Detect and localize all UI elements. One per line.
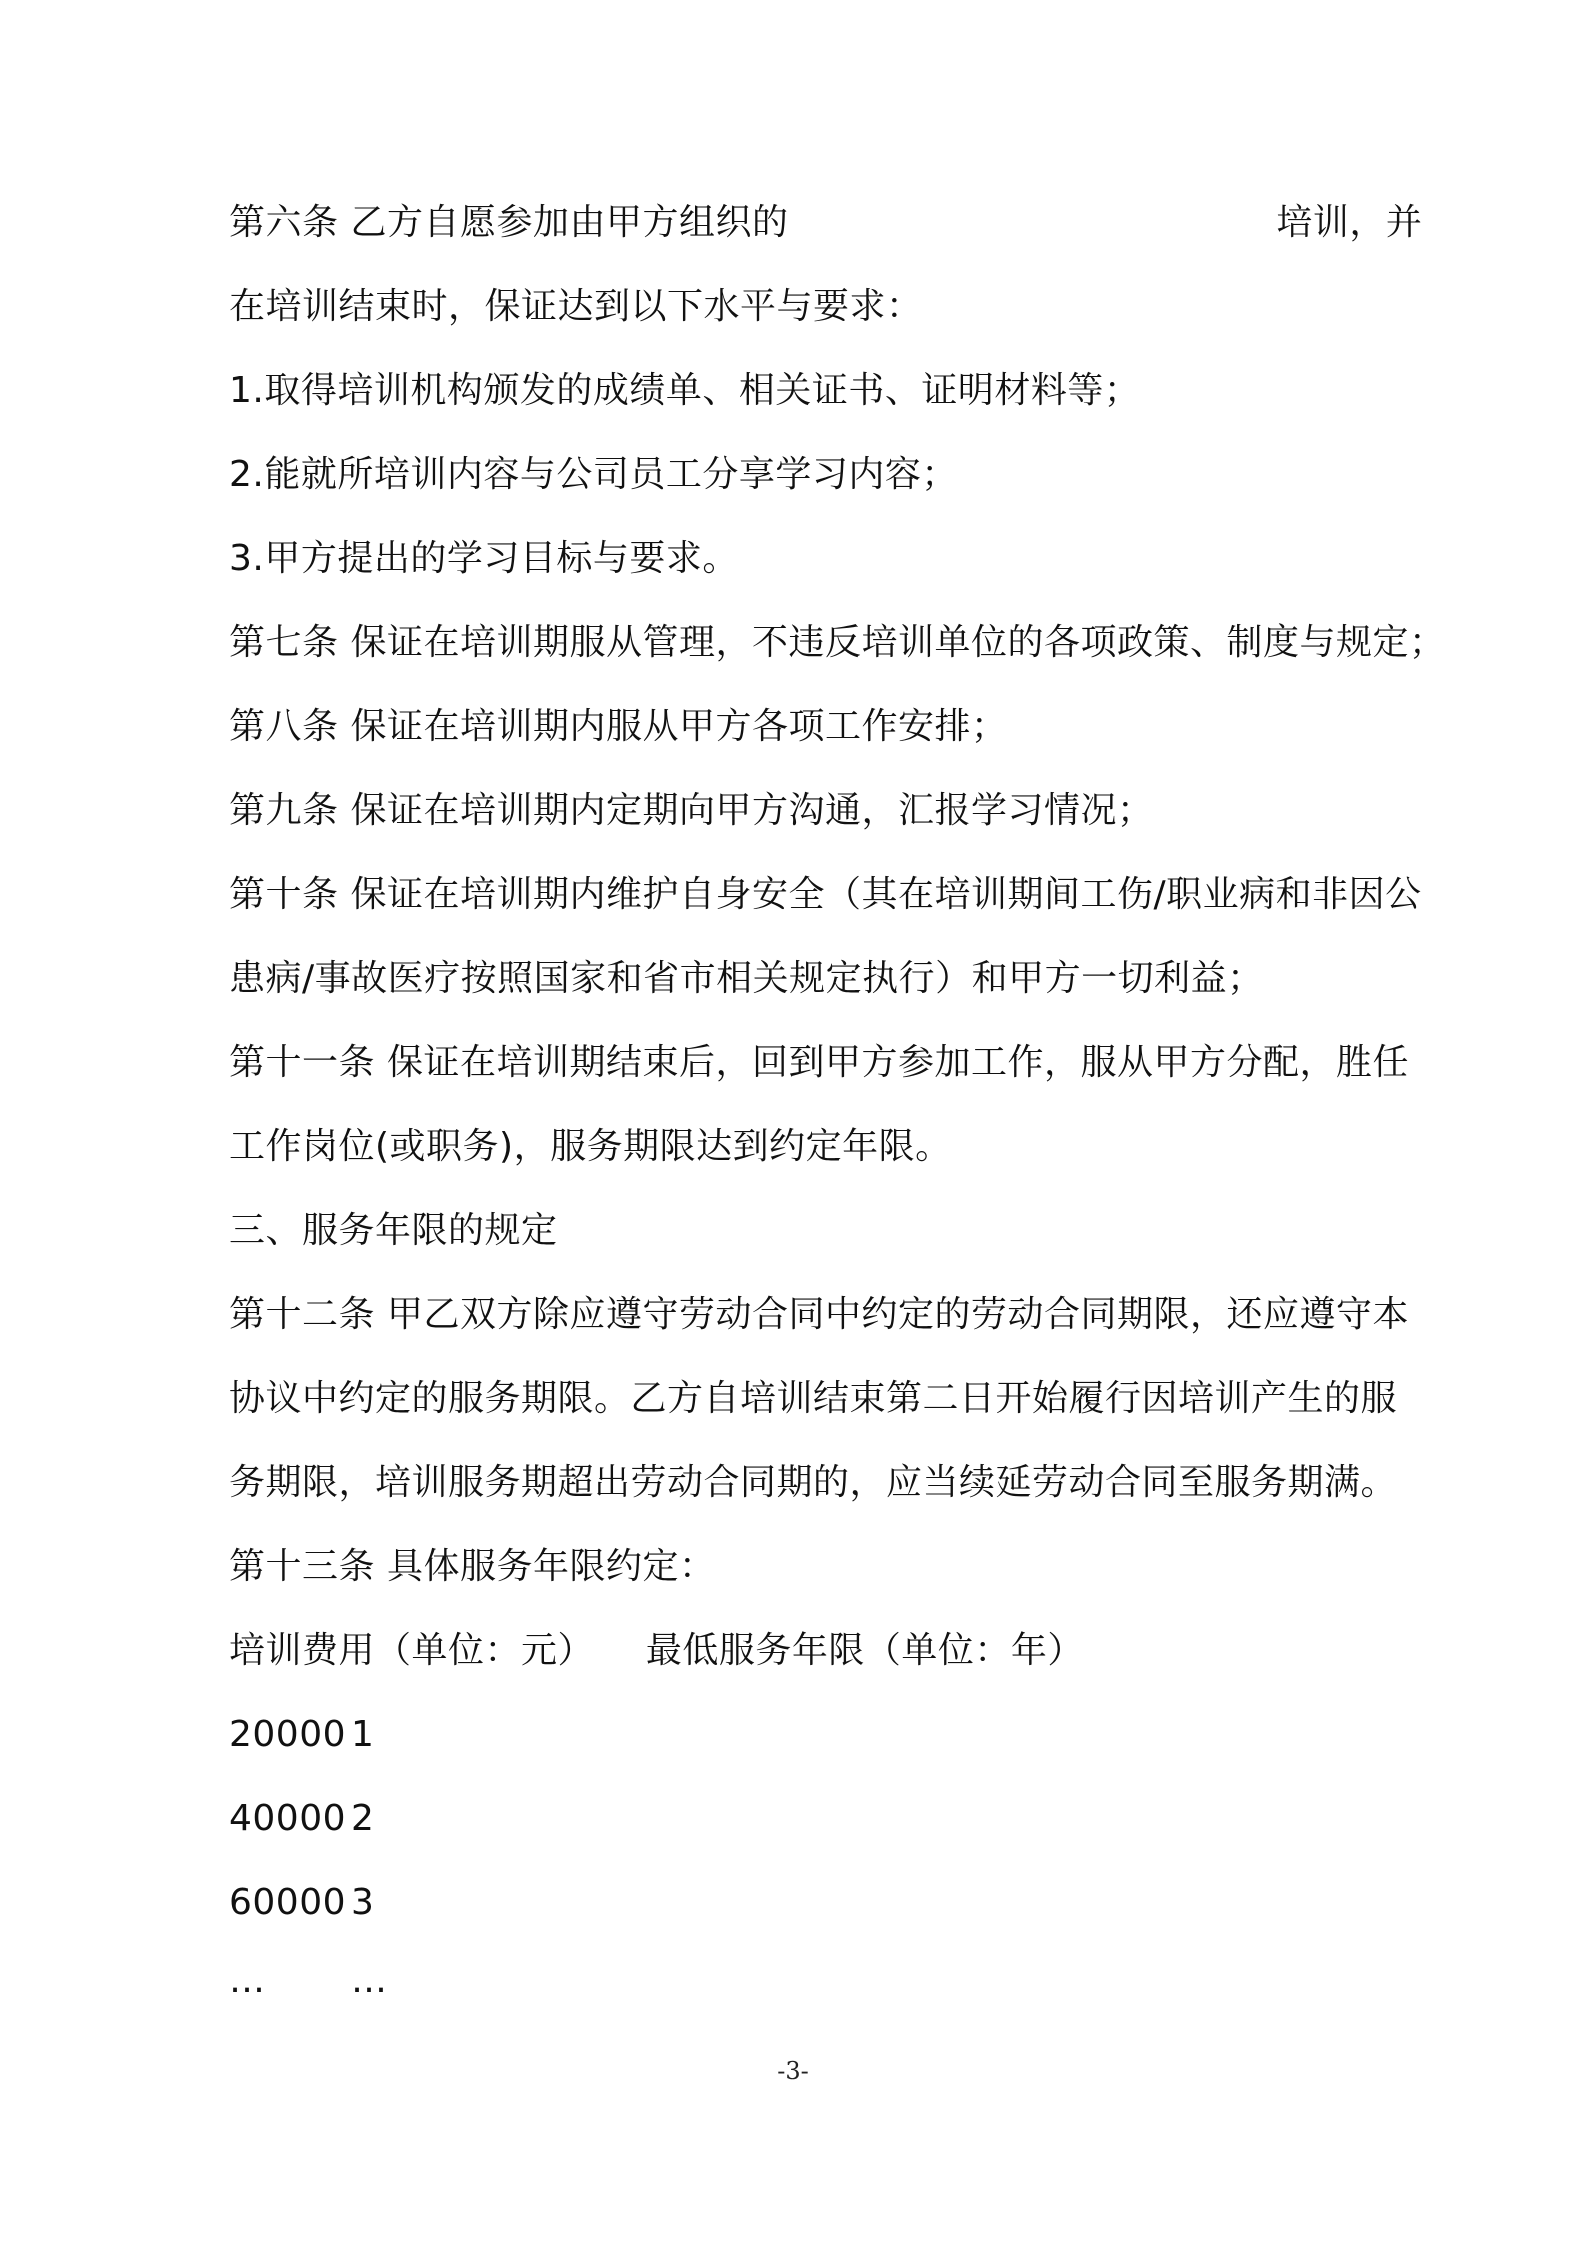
article-12-line-3: 务期限，培训服务期超出劳动合同期的，应当续延劳动合同至服务期满。	[229, 1462, 1398, 1503]
article-12-line-1: 第十二条 甲乙双方除应遵守劳动合同中约定的劳动合同期限，还应遵守本	[229, 1294, 1409, 1335]
table-header-fee: 培训费用（单位：元）	[229, 1630, 595, 1671]
table-row	[229, 1957, 388, 2005]
list-item: 1.取得培训机构颁发的成绩单、相关证书、证明材料等；	[229, 370, 1141, 411]
table-row	[229, 1879, 374, 1927]
article-7: 第七条 保证在培训期服从管理，不违反培训单位的各项政策、制度与规定；	[229, 622, 1446, 663]
article-13: 第十三条 具体服务年限约定：	[229, 1546, 716, 1587]
table-cell-years: 3	[351, 1882, 375, 1923]
table-cell-fee: 40000	[229, 1798, 347, 1839]
table-cell-years: 1	[351, 1714, 375, 1755]
table-cell-fee: 60000	[229, 1882, 347, 1923]
section-title: 三、服务年限的规定	[229, 1210, 558, 1251]
article-8: 第八条 保证在培训期内服从甲方各项工作安排；	[229, 706, 1008, 747]
article-11-line-1: 第十一条 保证在培训期结束后，回到甲方参加工作，服从甲方分配，胜任	[229, 1042, 1409, 1083]
page-number: -3-	[777, 2057, 809, 2085]
table-cell-years: …	[351, 1960, 388, 2001]
table-row	[229, 1795, 374, 1843]
article-6-line-1	[229, 199, 1422, 247]
table-header	[229, 1627, 1084, 1675]
article-6-text-end: 培训，并	[1276, 202, 1423, 243]
table-cell-years: 2	[351, 1798, 375, 1839]
article-11-line-2: 工作岗位(或职务)，服务期限达到约定年限。	[229, 1126, 952, 1167]
table-row	[229, 1711, 374, 1759]
article-10-line-2: 患病/事故医疗按照国家和省市相关规定执行）和甲方一切利益；	[229, 958, 1264, 999]
article-10-line-1: 第十条 保证在培训期内维护自身安全（其在培训期间工伤/职业病和非因公	[229, 874, 1422, 915]
list-item: 2.能就所培训内容与公司员工分享学习内容；	[229, 454, 958, 495]
article-6-text: 第六条 乙方自愿参加由甲方组织的	[229, 202, 789, 243]
article-9: 第九条 保证在培训期内定期向甲方沟通，汇报学习情况；	[229, 790, 1154, 831]
table-header-years: 最低服务年限（单位：年）	[645, 1630, 1084, 1671]
list-item: 3.甲方提出的学习目标与要求。	[229, 538, 739, 579]
table-cell-fee: …	[229, 1960, 266, 2001]
table-cell-fee: 20000	[229, 1714, 347, 1755]
article-12-line-2: 协议中约定的服务期限。乙方自培训结束第二日开始履行因培训产生的服	[229, 1378, 1398, 1419]
article-6-line-2: 在培训结束时，保证达到以下水平与要求：	[229, 286, 923, 327]
